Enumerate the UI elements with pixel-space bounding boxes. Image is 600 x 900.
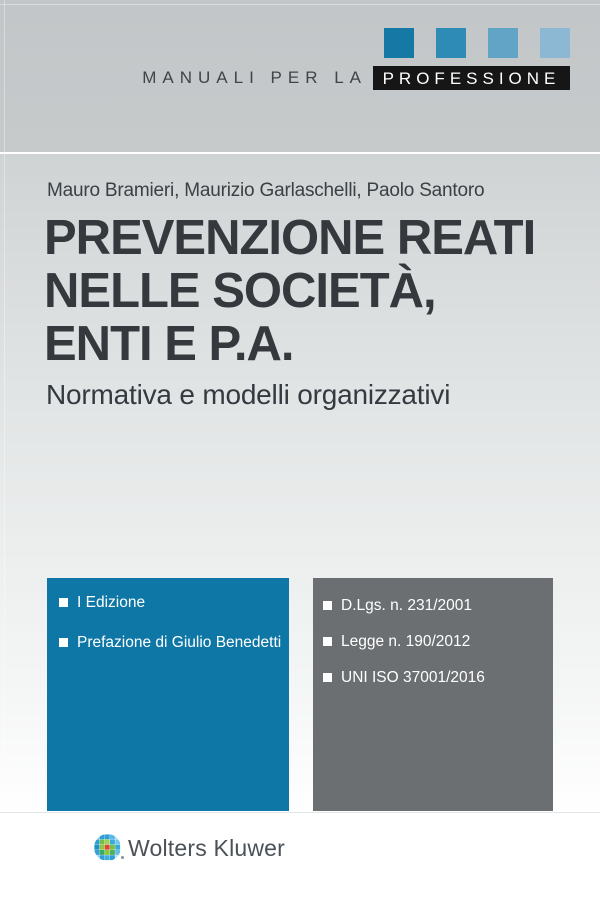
list-item-label: Prefazione di Giulio Benedetti — [77, 634, 282, 651]
logo-dot-icon — [121, 856, 124, 859]
list-item — [59, 594, 289, 612]
regulations-box — [313, 578, 553, 811]
title-line: PREVENZIONE REATI — [44, 211, 536, 265]
title-line: NELLE SOCIETÀ, — [44, 264, 436, 318]
wolters-kluwer-globe-icon — [94, 834, 121, 861]
list-item — [59, 634, 289, 652]
book-subtitle: Normativa e modelli organizzativi — [46, 379, 451, 410]
bullet-square-icon — [323, 601, 332, 610]
list-item-label: Legge n. 190/2012 — [341, 633, 471, 650]
square-icon — [488, 28, 518, 58]
bullet-square-icon — [323, 637, 332, 646]
book-title — [44, 212, 584, 371]
bullet-square-icon — [59, 598, 68, 607]
left-hairline — [4, 0, 5, 812]
list-item-label: UNI ISO 37001/2016 — [341, 669, 485, 686]
publisher-name: Wolters Kluwer — [128, 835, 286, 861]
square-icon — [384, 28, 414, 58]
footer-band — [0, 812, 600, 900]
bullet-square-icon — [59, 638, 68, 647]
series-name-highlight: PROFESSIONE — [373, 66, 570, 90]
bullet-square-icon — [323, 673, 332, 682]
authors-line: Mauro Bramieri, Maurizio Garlaschelli, Paolo Santoro — [47, 180, 485, 201]
series-name: MANUALI PER LA — [142, 68, 367, 87]
title-line: ENTI E P.A. — [44, 317, 294, 371]
edition-box — [47, 578, 289, 811]
list-item-label: I Edizione — [77, 594, 146, 611]
series-squares — [0, 28, 600, 58]
list-item — [323, 597, 553, 615]
top-hairline — [0, 4, 600, 5]
square-icon — [540, 28, 570, 58]
list-item — [323, 633, 553, 651]
square-icon — [436, 28, 466, 58]
list-item — [323, 669, 553, 687]
list-item-label: D.Lgs. n. 231/2001 — [341, 597, 472, 614]
